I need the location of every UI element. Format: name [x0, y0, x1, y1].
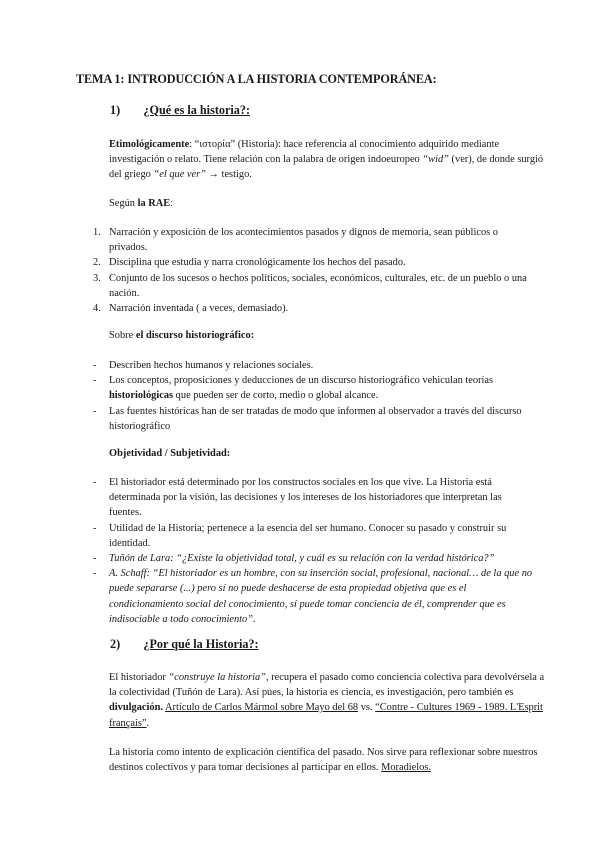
section-title: ¿Por qué la Historia?:: [143, 637, 259, 651]
p3-text: La historia como intento de explicación científica del pasado. Nos sirve para reflexionar sobre nuestros destinos colectivos y para tomar decisiones al participar en ellos.: [109, 747, 538, 774]
historia-paragraph: [93, 670, 549, 731]
contre-cultures-link[interactable]: “Contre - Cultures 1969 - 1989. L'Esprit français”: [109, 702, 543, 729]
discurso-intro: [93, 328, 549, 343]
discurso-item-3: Las fuentes históricas han de ser tratadas de modo que informen al observador a través del discurso historiográfico: [109, 405, 522, 432]
list-item: - Utilidad de la Historia; pertenece a la esencia del ser humano. Conocer su pasado y construir su identidad.: [93, 522, 507, 549]
rae-label: la RAE: [137, 198, 171, 209]
list-number: 1.: [93, 227, 101, 238]
marmol-article-link[interactable]: Artículo de Carlos Mármol sobre Mayo del 68: [165, 702, 359, 714]
section-number: 1): [110, 103, 121, 117]
rae-definition-item: [93, 271, 533, 301]
schaff-quote: A. Schaff: “El historiador es un hombre, con su inserción social, profesional, nacional… de la que no puede separarse (...) pero sí no puede deshacerse de esta propiedad objetiva que es el condicionamiento social del conocimiento, sí puede tomar conciencia de él, comprender que es indisociable a todo conocimiento”.: [109, 568, 533, 625]
p2-text: El historiador: [109, 672, 169, 683]
rae-definition-text: Conjunto de los sucesos o hechos políticos, sociales, económicos, culturales, etc. de un pueblo o una nación.: [109, 272, 527, 299]
objetividad-item-1: El historiador está determinado por los constructos sociales en los que vive. La Historia está determinada por la visión, las decisiones y los intereses de los historiadores que interpretan las fuentes.: [109, 477, 502, 519]
discurso-label: el discurso historiográfico:: [135, 330, 255, 341]
list-item: - Describen hechos humanos y relaciones sociales.: [93, 360, 314, 371]
section-1-heading: [110, 103, 250, 119]
objetividad-suffix: :: [226, 448, 231, 459]
rae-definition-text: Narración inventada ( a veces, demasiado).: [109, 303, 289, 315]
list-number: 4.: [93, 303, 101, 315]
rae-definition-text: Narración y exposición de los acontecimientos pasados y dignos de memoria, sean públicos o privados.: [109, 227, 498, 254]
el-que-ver-term: “el que ver”: [153, 169, 206, 181]
etymology-paragraph: [93, 137, 549, 183]
etymology-text: : “ιστορία” (Historia): hace referencia al conocimiento adquirido mediante investigación o relato. Tiene relación con la palabra de origen indoeuropeo: [109, 139, 500, 166]
list-item: - A. Schaff: “El historiador es un hombre, con su inserción social, profesional, nacional… de la que no puede separarse (...) pero sí no puede deshacerse de esta propiedad objetiva que es el condicionamiento social del conocimiento, sí puede tomar conciencia de él, comprender que es indisociable a todo conocimiento”.: [93, 568, 533, 625]
vs-text: vs.: [358, 702, 376, 714]
rae-definition-item: [93, 225, 533, 255]
rae-suffix: :: [170, 198, 174, 209]
objetividad-intro: [93, 446, 549, 461]
section-title: ¿Qué es la historia?:: [143, 103, 251, 117]
rae-prefix: Según: [109, 198, 138, 209]
wid-term: “wid”: [422, 154, 449, 166]
list-item: - Las fuentes históricas han de ser tratadas de modo que informen al observador a través del discurso historiográfico: [93, 405, 522, 432]
list-item: - Los conceptos, proposiciones y deducciones de un discurso historiográfico vehiculan teorías historiológicas que pueden ser de corto, medio o global alcance.: [93, 375, 494, 402]
section-number: 2): [110, 637, 121, 651]
discurso-item-2: Los conceptos, proposiciones y deducciones de un discurso historiográfico vehiculan teorías: [109, 375, 494, 387]
rae-definition-text: Disciplina que estudia y narra cronológicamente los hechos del pasado.: [109, 257, 406, 269]
historiologicas-term: historiológicas: [109, 390, 174, 402]
rae-definition-item: [93, 301, 533, 316]
objetividad-list: [93, 475, 533, 627]
moradielos-link[interactable]: Moradielos.: [381, 762, 432, 774]
list-item: - El historiador está determinado por los constructos sociales en los que vive. La Historia está determinada por la visión, las decisiones y los intereses de los historiadores que interpretan las fuentes.: [93, 477, 502, 519]
objetividad-label: Objetividad / Subjetividad: [109, 448, 227, 459]
etymology-text-2: (ver), de donde surgió del griego: [109, 154, 544, 181]
discurso-item-2-end: que pueden ser de corto, medio o global alcance.: [173, 390, 379, 402]
divulgacion-term: divulgación.: [109, 702, 163, 714]
etymology-label: Etimológicamente: [109, 139, 190, 150]
rae-intro: [93, 196, 549, 211]
rae-definition-item: [93, 255, 533, 270]
section-2-heading: [110, 637, 259, 653]
list-number: 3.: [93, 272, 101, 284]
discurso-prefix: Sobre: [109, 330, 136, 341]
p2-period: .: [146, 717, 150, 729]
explicacion-paragraph: [93, 745, 549, 775]
list-number: 2.: [93, 257, 101, 269]
rae-definition-list: [93, 225, 533, 316]
discurso-list: [93, 358, 533, 434]
etymology-end: → testigo.: [205, 169, 252, 181]
p2-text-2: , recupera el pasado como conciencia colectiva para devolvérsela a la colectividad (Tuñón de Lara). Así pues, la historia es ciencia, es investigación, pero también es: [109, 672, 545, 699]
objetividad-item-2: Utilidad de la Historia; pertenece a la esencia del ser humano. Conocer su pasado y construir su identidad.: [109, 522, 507, 549]
list-item: - Tuñón de Lara: “¿Existe la objetividad total, y cuál es su relación con la verdad histórica?”: [93, 553, 495, 565]
construye-quote: “construye la historia”: [168, 672, 267, 683]
discurso-item-1: Describen hechos humanos y relaciones sociales.: [109, 360, 314, 371]
document-title: TEMA 1: INTRODUCCIÓN A LA HISTORIA CONTEMPORÁNEA:: [76, 72, 437, 86]
tunon-quote: Tuñón de Lara: “¿Existe la objetividad total, y cuál es su relación con la verdad histórica?”: [109, 553, 495, 565]
